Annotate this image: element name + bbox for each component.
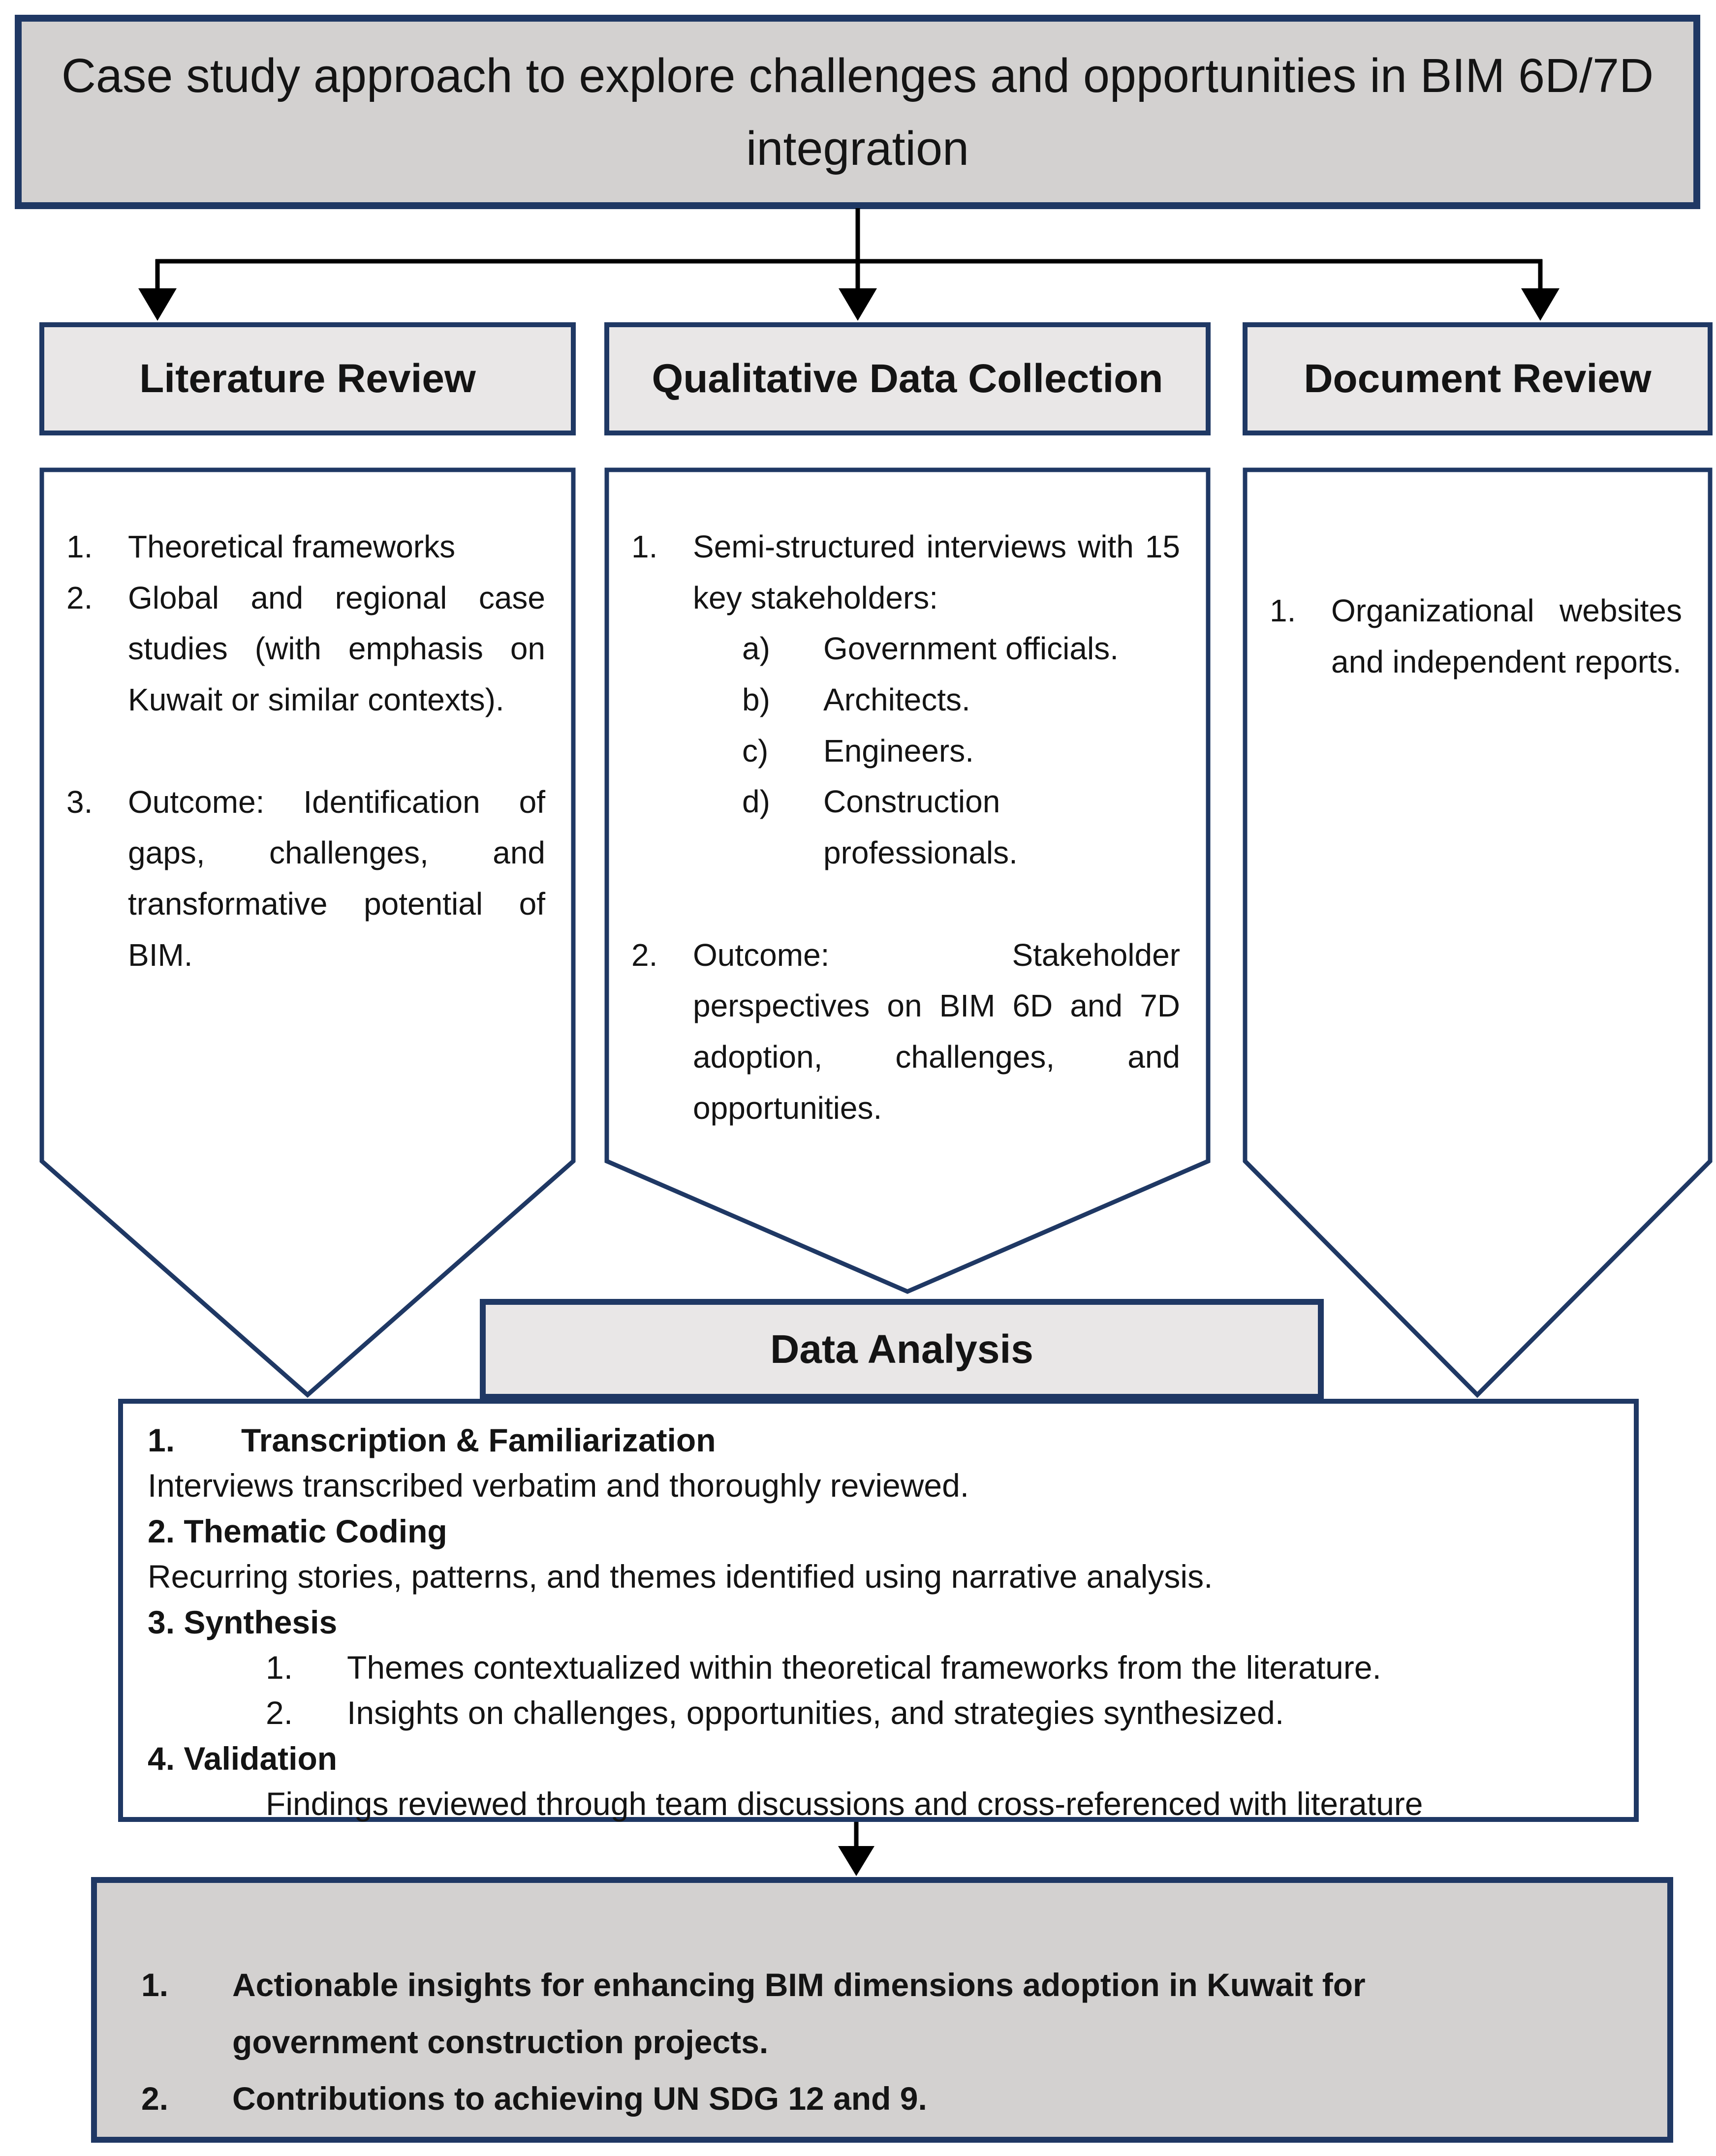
list-text: Global and regional case studies (with emphasis on Kuwait or similar contexts). — [128, 580, 545, 718]
list-number: 1. — [631, 529, 658, 564]
pennant-content — [631, 522, 1180, 1134]
outcomes-list — [141, 1957, 1445, 2127]
list-text: Themes contextualized within theoretical frameworks from the literature. — [347, 1649, 1381, 1686]
outcome-item — [141, 2070, 1445, 2127]
arrow-down-right-icon — [1521, 259, 1560, 321]
list-text: Outcome: Identification of gaps, challenges, and transformative potential of BIM. — [128, 784, 545, 973]
list-text: Outcome: Stakeholder perspectives on BIM 6D and 7D adoption, challenges, and opportunities. — [693, 937, 1180, 1126]
analysis-step-description: Findings reviewed through team discussions and cross-referenced with literature — [266, 1786, 1423, 1822]
analysis-step-description: Interviews transcribed verbatim and thoroughly reviewed. — [148, 1467, 969, 1504]
list-item — [66, 573, 545, 726]
pennant-content — [1270, 585, 1682, 687]
analysis-sub-item — [266, 1690, 1604, 1735]
analysis-step-heading: 2. Thematic Coding — [148, 1512, 447, 1549]
title-banner — [15, 15, 1700, 209]
analysis-step-heading: 4. Validation — [148, 1740, 338, 1777]
pennant-document-review — [1243, 467, 1713, 1402]
list-letter: c) — [742, 733, 769, 769]
list-text: Construction professionals. — [823, 784, 1018, 871]
list-text: Architects. — [823, 682, 970, 718]
outcomes-box — [91, 1877, 1673, 2143]
analysis-step-description: Recurring stories, patterns, and themes identified using narrative analysis. — [148, 1558, 1213, 1595]
list-text: Contributions to achieving UN SDG 12 and 9. — [232, 2080, 927, 2117]
sub-list-item — [742, 776, 1180, 878]
list-number: 1. — [66, 529, 93, 564]
list-item — [631, 522, 1180, 623]
list-number: 3. — [66, 784, 93, 820]
step-title: Transcription & Familiarization — [241, 1422, 716, 1458]
title-line-2: integration — [746, 121, 969, 175]
list-item — [66, 522, 545, 573]
analysis-sub-item — [266, 1645, 1604, 1690]
sub-list-item — [742, 623, 1180, 675]
header-label: Data Analysis — [770, 1326, 1033, 1372]
list-text: Engineers. — [823, 733, 974, 769]
list-text: Government officials. — [823, 631, 1119, 667]
arrow-down-center-icon — [839, 261, 877, 321]
list-text: Semi-structured interviews with 15 key stakeholders: — [693, 529, 1180, 616]
sub-list-item — [742, 726, 1180, 777]
list-number: 2. — [266, 1694, 293, 1731]
list-item — [631, 930, 1180, 1134]
header-label: Qualitative Data Collection — [652, 356, 1163, 401]
list-number: 2. — [141, 2080, 169, 2117]
pennant-literature-review — [39, 467, 576, 1402]
list-spacer — [66, 726, 545, 777]
header-label: Literature Review — [139, 356, 476, 401]
list-text: Theoretical frameworks — [128, 529, 456, 564]
header-qualitative-data-collection — [604, 322, 1211, 435]
list-text: Actionable insights for enhancing BIM dimensions adoption in Kuwait for government construction projects. — [232, 1967, 1366, 2060]
pennant-content — [66, 522, 545, 981]
pennant-qualitative-data-collection — [604, 467, 1211, 1402]
sub-list-item — [742, 675, 1180, 726]
list-number: 2. — [66, 580, 93, 616]
list-letter: b) — [742, 682, 770, 718]
list-number: 1. — [141, 1967, 169, 2003]
outcome-item — [141, 1957, 1445, 2070]
title-line-1: Case study approach to explore challenges and opportunities in BIM 6D/7D — [61, 49, 1654, 103]
arrow-down-bottom-icon — [838, 1822, 874, 1876]
list-number: 1. — [148, 1422, 175, 1458]
analysis-step-heading: 3. Synthesis — [148, 1603, 338, 1640]
list-number: 1. — [266, 1649, 293, 1686]
list-item — [1270, 585, 1682, 687]
arrow-down-left-icon — [138, 259, 177, 321]
header-document-review — [1243, 322, 1713, 435]
list-item — [66, 777, 545, 981]
list-spacer — [631, 879, 1180, 930]
list-letter: a) — [742, 631, 770, 667]
list-letter: d) — [742, 784, 770, 820]
header-literature-review — [39, 322, 576, 435]
list-number: 1. — [1270, 593, 1296, 628]
list-number: 2. — [631, 937, 658, 973]
header-label: Document Review — [1304, 356, 1652, 401]
list-text: Insights on challenges, opportunities, and strategies synthesized. — [347, 1694, 1284, 1731]
data-analysis-box — [118, 1399, 1639, 1822]
list-text: Organizational websites and independent reports. — [1331, 593, 1682, 679]
analysis-step-heading — [148, 1417, 1604, 1463]
header-data-analysis — [480, 1299, 1324, 1400]
